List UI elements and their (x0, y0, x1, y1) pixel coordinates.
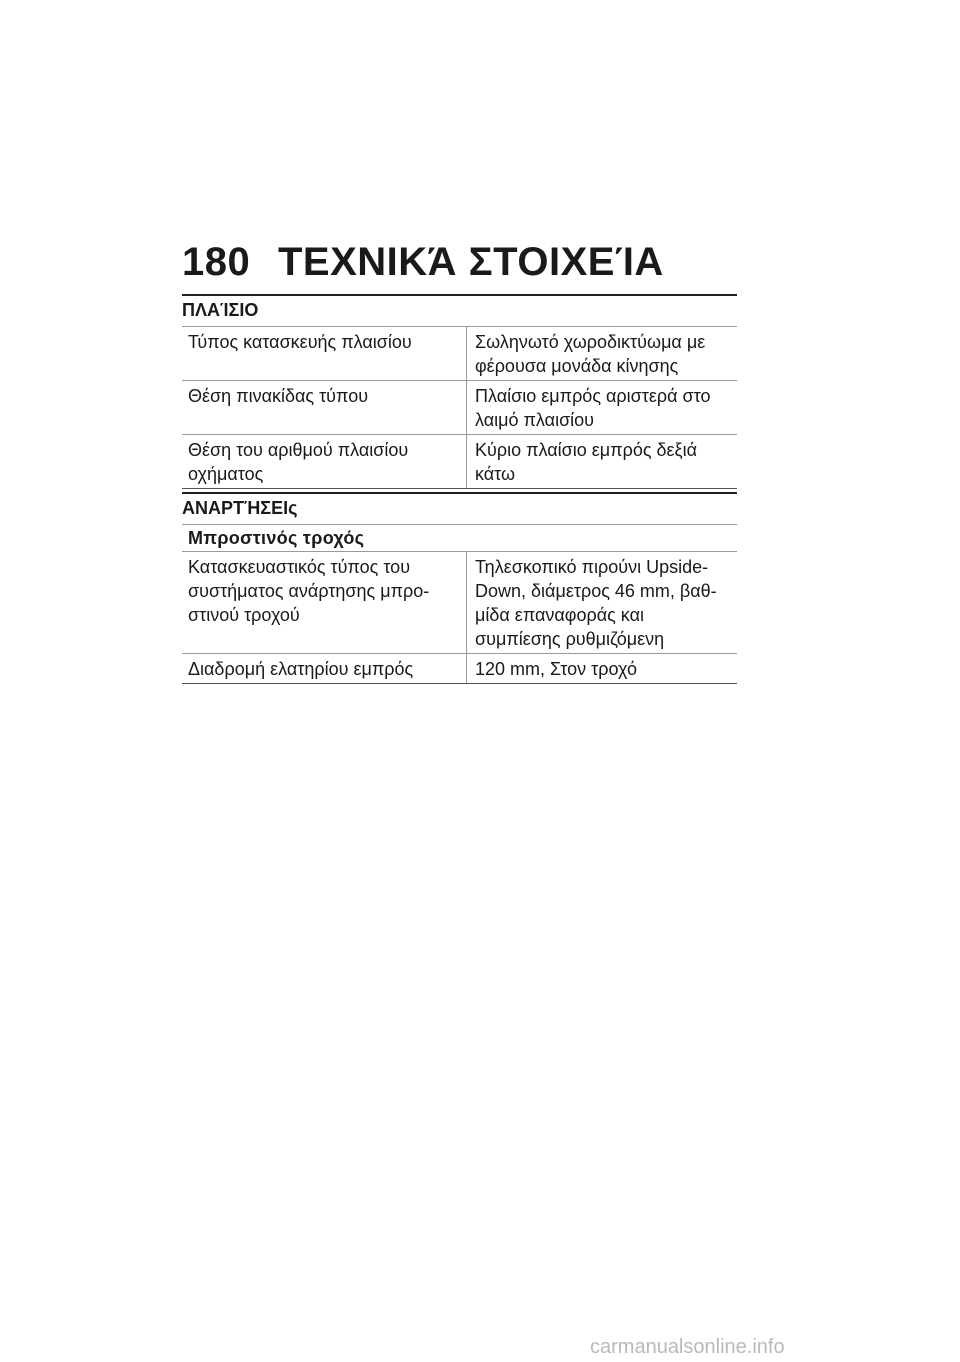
row-value: Σωληνωτό χωροδικτύωμα με φέρουσα μονάδα κίνησης (466, 327, 737, 380)
row-label: Τύπος κατασκευής πλαισίου (188, 332, 412, 352)
suspension-section-title: ΑΝΑΡΤΉΣΕΙς (182, 492, 737, 525)
row-value: Τηλεσκοπικό πιρούνι Upside-Down, διάμετρος 46 mm, βαθ-μίδα επαναφοράς και συμπίεσης ρυθμιζόμενη (466, 552, 737, 653)
front-wheel-subheading: Μπροστινός τροχός (182, 525, 737, 552)
row-value: Πλαίσιο εμπρός αριστερά στο λαιμό πλαισίου (466, 381, 737, 434)
row-label: Διαδρομή ελατηρίου εμπρός (188, 659, 414, 679)
row-label: Θέση πινακίδας τύπου (188, 386, 369, 406)
frame-section-title: ΠΛΑΊΣΙΟ (182, 294, 737, 327)
row-value: 120 mm, Στον τροχό (466, 654, 737, 683)
frame-section (182, 294, 737, 489)
row-value: Κύριο πλαίσιο εμπρός δεξιά κάτω (466, 435, 737, 488)
table-row (182, 327, 737, 381)
table-row (182, 552, 737, 654)
table-row (182, 435, 737, 489)
watermark: carmanualsonline.info (590, 1336, 785, 1358)
row-label: Κατασκευαστικός τύπος του συστήματος ανάρτησης μπρο-στινού τροχού (188, 557, 430, 625)
table-row (182, 654, 737, 684)
page-title: ΤΕΧΝΙΚΆ ΣΤΟΙΧΕΊΑ (278, 240, 664, 284)
page-number: 180 (182, 240, 251, 284)
page-header (182, 240, 664, 285)
table-row (182, 381, 737, 435)
suspension-section (182, 492, 737, 684)
row-label: Θέση του αριθμού πλαισίου οχήματος (188, 440, 409, 484)
